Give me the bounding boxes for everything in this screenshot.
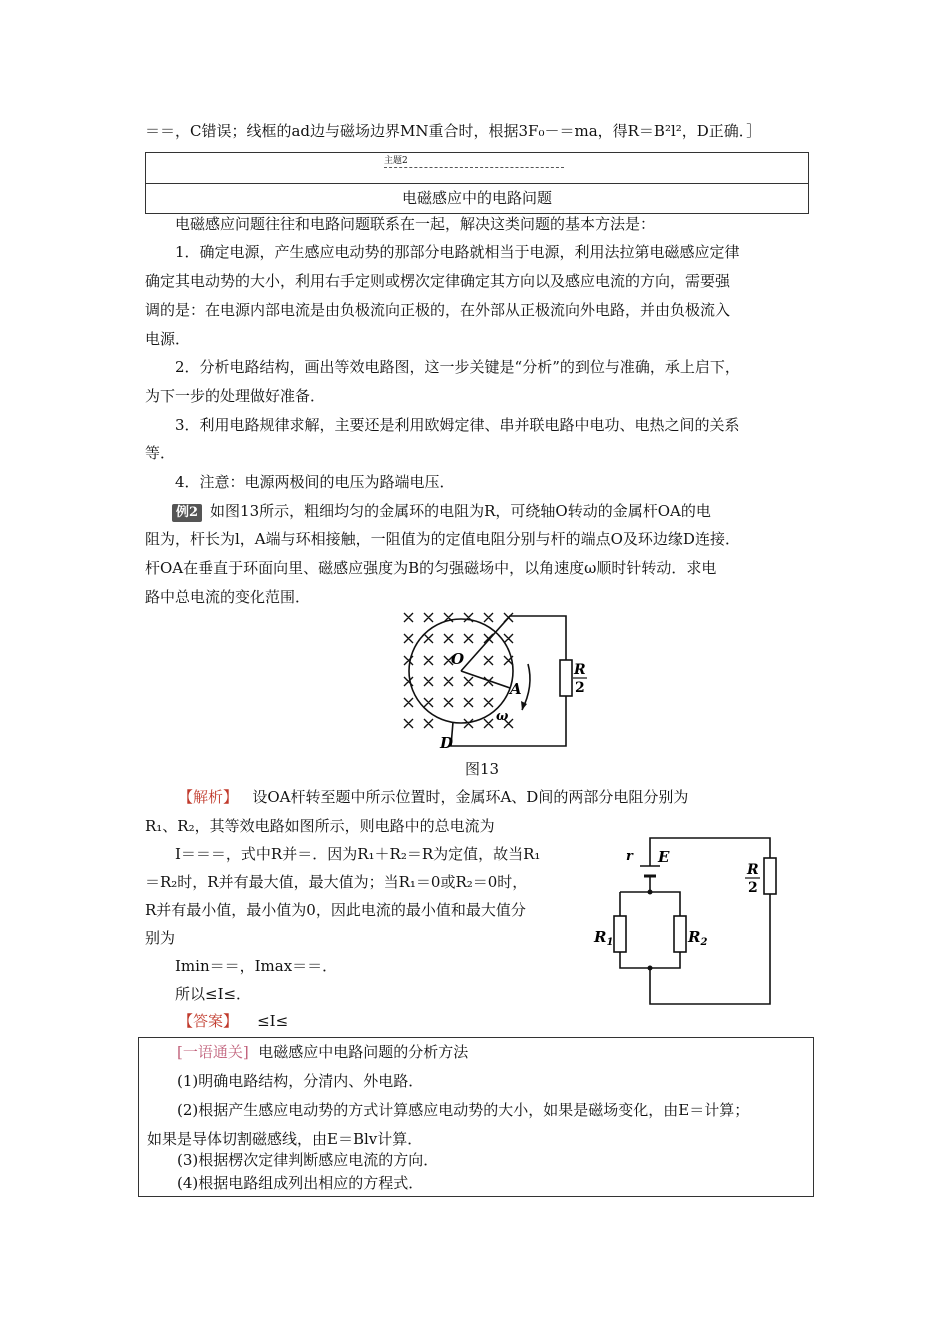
summary-title: 电磁感应中电路问题的分析方法: [258, 1043, 469, 1061]
step-2-line-2: 为下一步的处理做好准备．: [145, 387, 326, 405]
solution-line-4: ＝R₂时，R并有最大值，最大值为；当R₁＝0或R₂＝0时，: [145, 873, 528, 891]
step-1-line-4: 电源．: [145, 330, 191, 348]
label-2: 2: [748, 880, 758, 896]
label-2: 2: [575, 680, 585, 696]
summary-box: [138, 1037, 814, 1197]
solution-line-1: [178, 786, 815, 808]
step-2-line-1: 2．分析电路结构，画出等效电路图，这一步关键是“分析”的到位与准确，承上启下，: [175, 358, 740, 376]
intro-paragraph: 电磁感应问题往往和电路问题联系在一起，解决这类问题的基本方法是：: [175, 215, 656, 233]
resistor-R-over-2: [764, 858, 776, 894]
continued-text: ＝＝，C错误；线框的ad边与磁场边界MN重合时，根据3F₀－＝ma，得R＝B²l²，D正确．］: [145, 122, 762, 140]
resistor-R1: [614, 916, 626, 952]
solution-text-1: 设OA杆转至题中所示位置时，金属环A、D间的两部分电阻分别为: [252, 788, 689, 806]
figure-13-diagram: [398, 606, 598, 754]
junction-top: [648, 890, 653, 895]
label-r: r: [626, 849, 633, 864]
solution-label: 【解析】: [178, 788, 239, 806]
summary-header: [147, 1041, 847, 1063]
example-tag: 例2: [172, 504, 202, 522]
step-3-line-2: 等．: [145, 444, 176, 462]
summary-item-4: (4)根据电路组成列出相应的方程式．: [177, 1174, 424, 1192]
label-D: D: [440, 734, 454, 752]
step-1-line-1: 1．确定电源，产生感应电动势的那部分电路就相当于电源，利用法拉第电磁感应定律: [175, 243, 740, 261]
answer-line: [178, 1010, 815, 1032]
resistor-R-over-2: [560, 660, 572, 696]
summary-item-2-cont: 如果是导体切割磁感线，由E＝Blv计算．: [147, 1130, 423, 1148]
solution-line-3: I＝＝＝，式中R并＝．因为R₁＋R₂＝R为定值，故当R₁: [175, 845, 541, 863]
summary-item-3: (3)根据楞次定律判断感应电流的方向．: [177, 1151, 439, 1169]
label-R2: $R_2$: [688, 928, 708, 948]
label-R: R: [747, 862, 759, 878]
summary-item-2: (2)根据产生感应电动势的方式计算感应电动势的大小，如果是磁场变化，由E＝计算；: [177, 1101, 750, 1119]
example-text-1: 如图13所示，粗细均匀的金属环的电阻为R，可绕轴O转动的金属杆OA的电: [210, 502, 711, 520]
equivalent-circuit-diagram: [592, 832, 782, 1010]
step-4-line: 4．注意：电源两极间的电压为路端电压．: [175, 473, 455, 491]
solution-line-5: R并有最小值，最小值为0，因此电流的最小值和最大值分: [145, 901, 526, 919]
junction-bottom: [648, 966, 653, 971]
example-line-3: 杆OA在垂直于环面向里、磁感应强度为B的匀强磁场中，以角速度ω顺时针转动．求电: [145, 559, 717, 577]
topic-tag: 主题2: [384, 155, 564, 168]
solution-line-7: Imin＝＝，Imax＝＝．: [175, 957, 338, 975]
step-1-line-2: 确定其电动势的大小，利用右手定则或楞次定律确定其方向以及感应电流的方向，需要强: [145, 272, 731, 290]
step-3-line-1: 3．利用电路规律求解，主要还是利用欧姆定律、串并联电路中电功、电热之间的关系: [175, 416, 740, 434]
solution-line-6: 别为: [145, 929, 176, 947]
answer-text: ≤I≤: [257, 1012, 289, 1030]
label-E: E: [658, 848, 670, 866]
label-omega: ω: [496, 709, 509, 724]
solution-line-2: R₁、R₂，其等效电路如图所示，则电路中的总电流为: [145, 817, 495, 835]
label-R1: $R_1$: [594, 928, 614, 948]
topic-header: [145, 152, 809, 214]
example-line-4: 路中总电流的变化范围．: [145, 588, 311, 606]
answer-label: 【答案】: [178, 1012, 239, 1030]
figure-caption: 图13: [465, 760, 500, 778]
example-line-1: [172, 500, 812, 522]
example-line-2: 阻为，杆长为l，A端与环相接触，一阻值为的定值电阻分别与杆的端点O及环边缘D连接．: [145, 530, 740, 548]
label-R: R: [574, 662, 586, 678]
summary-item-1: (1)明确电路结构，分清内、外电路．: [177, 1072, 424, 1090]
label-O: O: [451, 650, 465, 668]
topic-divider: [146, 183, 808, 184]
topic-title: 电磁感应中的电路问题: [401, 189, 552, 207]
solution-line-8: 所以≤I≤．: [175, 985, 252, 1003]
step-1-line-3: 调的是：在电源内部电流是由负极流向正极的，在外部从正极流向外电路，并由负极流入: [145, 301, 731, 319]
summary-tag: [一语通关]: [177, 1043, 249, 1061]
label-A: A: [510, 680, 522, 698]
resistor-R2: [674, 916, 686, 952]
